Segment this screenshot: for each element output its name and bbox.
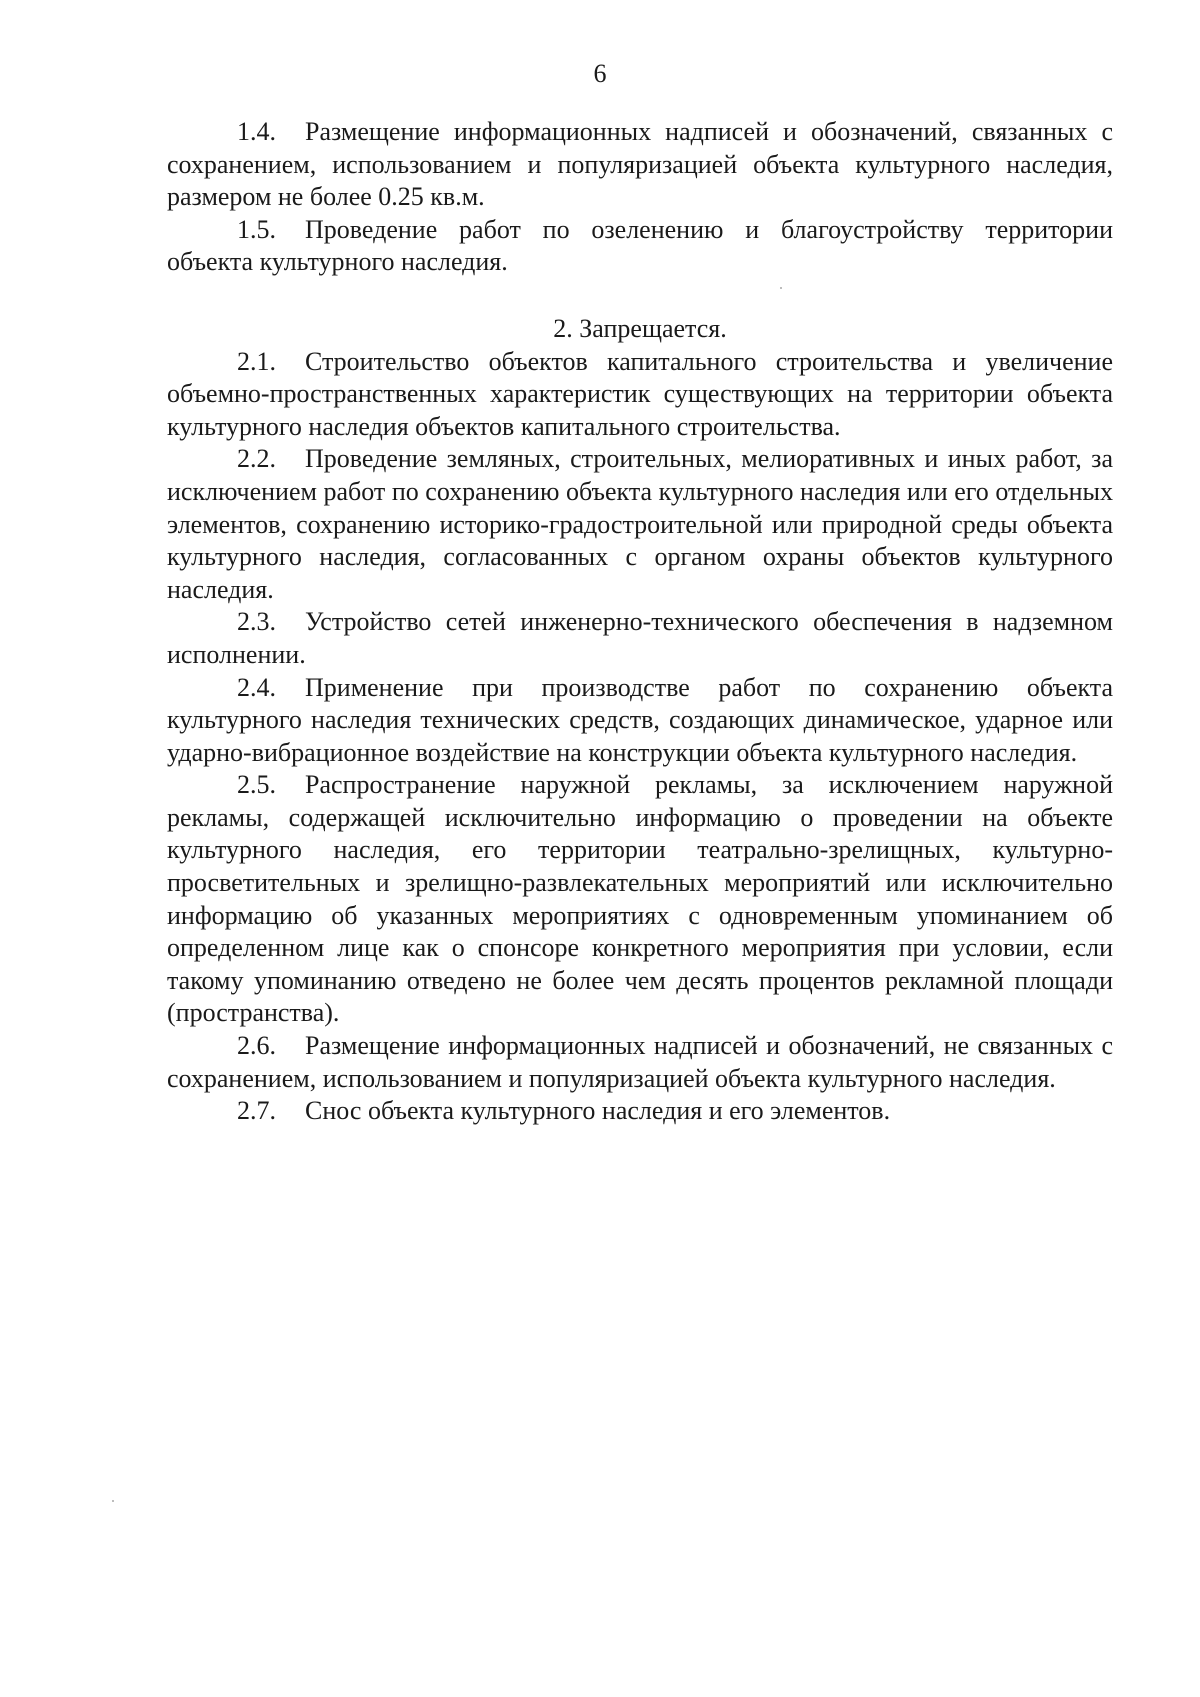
clause-2-2 — [167, 443, 1113, 606]
clause-1-5 — [167, 214, 1113, 279]
section-heading: 2. Запрещается. — [553, 313, 727, 343]
clause-text: Применение при производстве работ по сохранению объекта культурного наследия технических средств, создающих динамическое, ударное или ударно-вибрационное воздействие на конструкции объекта культурного наследия. — [167, 672, 1113, 767]
scan-speck — [112, 1500, 114, 1502]
clause-number: 2.2. — [237, 444, 276, 474]
clause-text: Проведение работ по озеленению и благоустройству территории объекта культурного наследия. — [167, 214, 1113, 277]
clause-text: Размещение информационных надписей и обозначений, не связанных с сохранением, использованием и популяризацией объекта культурного наследия. — [167, 1031, 1113, 1093]
clause-number: 2.6. — [237, 1031, 276, 1061]
clause-number: 2.7. — [237, 1096, 276, 1126]
clause-2-4 — [167, 672, 1113, 770]
clause-1-4 — [167, 116, 1113, 214]
scan-speck — [780, 287, 782, 289]
clause-number: 1.4. — [237, 117, 276, 146]
page-number: 6 — [593, 59, 607, 88]
clause-text: Строительство объектов капитального строительства и увеличение объемно-пространственных характеристик существующих на территории объекта культурного наследия объектов капитального строительства. — [167, 346, 1113, 441]
clause-text: Проведение земляных, строительных, мелиоративных и иных работ, за исключением работ по сохранению объекта культурного наследия или его отдельных элементов, сохранению историко-градостроительной или природной среды объекта культурного наследия, согласованных с органом охраны объектов культурного наследия. — [167, 444, 1113, 604]
clause-text: Снос объекта культурного наследия и его элементов. — [305, 1096, 891, 1126]
clause-text: Устройство сетей инженерно-технического обеспечения в надземном исполнении. — [167, 607, 1113, 669]
clause-number: 1.5. — [237, 214, 276, 244]
clause-2-3 — [167, 606, 1113, 671]
clause-2-5 — [167, 769, 1113, 1030]
clause-2-6 — [167, 1030, 1113, 1095]
clause-2-7 — [167, 1095, 1113, 1128]
clause-text: Размещение информационных надписей и обозначений, связанных с сохранением, использованием и популяризацией объекта культурного наследия, размером не более 0.25 кв.м. — [167, 117, 1113, 212]
clause-number: 2.1. — [237, 346, 276, 376]
clause-number: 2.4. — [237, 672, 276, 702]
clause-number: 2.3. — [237, 607, 276, 637]
document-body — [167, 116, 1113, 1128]
clause-text: Распространение наружной рекламы, за исключением наружной рекламы, содержащей исключительно информацию о проведении на объекте культурного наследия, его территории театрально-зрелищных, культурно-просветительных и зрелищно-развлекательных мероприятий или исключительно информацию об указанных мероприятиях с одновременным упоминанием об определенном лице как о спонсоре конкретного мероприятия при условии, если такому упоминанию отведено не более чем десять процентов рекламной площади (пространства). — [167, 770, 1113, 1028]
clause-number: 2.5. — [237, 770, 276, 800]
clause-2-1 — [167, 346, 1113, 444]
